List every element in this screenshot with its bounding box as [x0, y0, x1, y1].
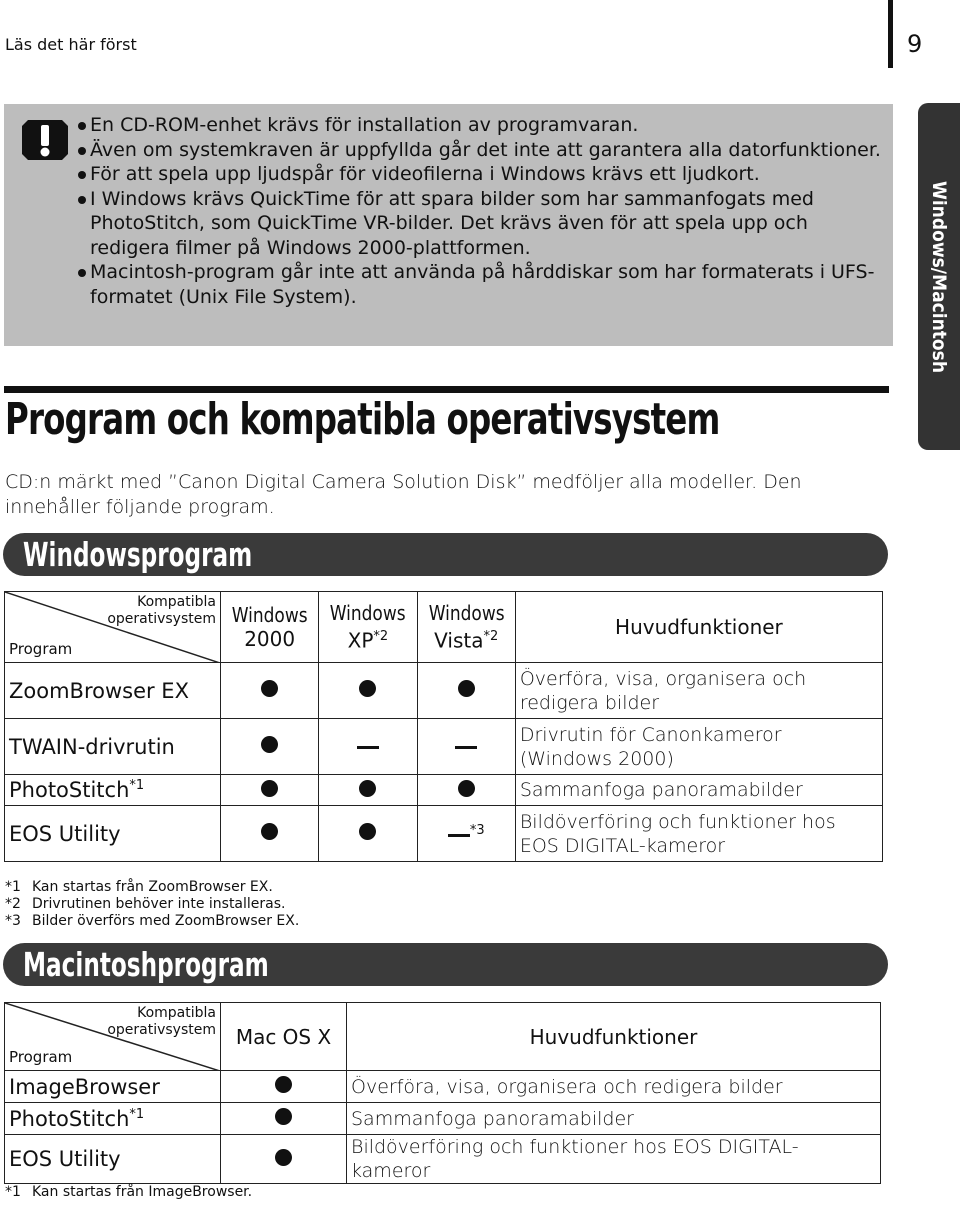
windows-section-title: Windowsprogram [23, 535, 253, 574]
function-desc: Överföra, visa, organisera och redigera bilder [347, 1071, 881, 1103]
footnote-ref: *1 [129, 1106, 145, 1122]
supported-dot-icon [275, 1149, 292, 1166]
program-label: TWAIN-drivrutin [9, 734, 175, 759]
supported-dot-icon [261, 680, 278, 697]
support-cell [221, 806, 319, 862]
supported-dot-icon [458, 680, 475, 697]
supported-dot-icon [275, 1076, 292, 1093]
windows-footnotes [5, 879, 299, 930]
side-tab-label: Windows/Macintosh [928, 180, 950, 373]
os-version: XP [347, 628, 374, 653]
program-name [5, 1071, 221, 1103]
support-cell [417, 719, 515, 775]
support-cell [221, 1071, 347, 1103]
function-desc: Drivrutin för Canonkameror (Windows 2000) [515, 719, 882, 775]
mac-program-table [4, 1002, 881, 1184]
footnote-key: *1 [5, 879, 21, 895]
support-cell [221, 663, 319, 719]
not-required-dash-icon [357, 746, 379, 749]
os-name: Windows [329, 601, 406, 626]
os-version: Vista [434, 628, 484, 653]
mac-section-header [3, 943, 888, 986]
caution-box [4, 104, 893, 346]
caution-item: En CD-ROM-enhet krävs för installation av programvaran. [78, 113, 888, 138]
footnote-ref: *3 [469, 822, 485, 838]
windows-program-table [4, 591, 883, 862]
caution-list [78, 113, 888, 309]
functions-header: Huvudfunktioner [515, 592, 882, 663]
os-header-winvista [417, 592, 515, 663]
diag-label-program: Program [9, 640, 73, 658]
supported-dot-icon [261, 823, 278, 840]
diag-label-os [107, 594, 216, 628]
heading-rule [4, 386, 889, 393]
program-label: PhotoStitch [9, 1106, 130, 1131]
supported-dot-icon [359, 823, 376, 840]
function-desc: Sammanfoga panoramabilder [515, 775, 882, 806]
footnote [5, 913, 299, 930]
footnote-key: *1 [5, 1184, 21, 1200]
os-name: Windows [428, 601, 505, 626]
supported-dot-icon [458, 780, 475, 797]
header-rule [888, 0, 893, 68]
diag-label-line: operativsystem [107, 1022, 216, 1038]
support-cell [417, 806, 515, 862]
program-name [5, 806, 221, 862]
footnote-text: Kan startas från ImageBrowser. [32, 1184, 253, 1200]
table-row [5, 1103, 881, 1135]
os-name: Windows [231, 603, 308, 627]
running-header: Läs det här först [5, 35, 137, 54]
caution-item: För att spela upp ljudspår för videofilerna i Windows krävs ett ljudkort. [78, 162, 888, 187]
program-label: PhotoStitch [9, 778, 130, 802]
support-cell [221, 775, 319, 806]
footnote [5, 896, 299, 913]
support-cell [319, 719, 417, 775]
os-version: 2000 [244, 627, 296, 651]
table-row [5, 1135, 881, 1184]
intro-paragraph: CD:n märkt med ”Canon Digital Camera Solution Disk” medföljer alla modeller. Den innehåller följande program. [5, 471, 802, 518]
footnote-key: *3 [5, 913, 21, 929]
diag-label-line: operativsystem [107, 611, 216, 627]
program-name [5, 775, 221, 806]
footnote-ref: *2 [373, 629, 389, 645]
footnote-text: Drivrutinen behöver inte installeras. [32, 896, 286, 912]
program-label: EOS Utility [9, 1147, 121, 1171]
diagonal-header-cell [5, 592, 221, 663]
diag-label-os [107, 1005, 216, 1039]
diagonal-header-cell [5, 1003, 221, 1071]
footnote-text: Bilder överförs med ZoomBrowser EX. [32, 913, 300, 929]
os-header-win2000 [221, 592, 319, 663]
support-cell [319, 775, 417, 806]
windows-section-header [3, 533, 888, 576]
diag-label-line: Kompatibla [137, 1005, 216, 1021]
program-name [5, 719, 221, 775]
program-label: EOS Utility [9, 821, 121, 846]
program-name [5, 663, 221, 719]
page-title: Program och kompatibla operativsystem [5, 394, 720, 445]
os-header-macosx: Mac OS X [221, 1003, 347, 1071]
supported-dot-icon [359, 680, 376, 697]
support-cell [417, 663, 515, 719]
not-required-dash-icon [448, 834, 470, 837]
footnote [5, 879, 299, 896]
support-cell [221, 719, 319, 775]
caution-item: Även om systemkraven är uppfyllda går det inte att garantera alla datorfunktioner. [78, 138, 888, 163]
table-header-row [5, 1003, 881, 1071]
support-cell [417, 775, 515, 806]
os-header-winxp [319, 592, 417, 663]
table-row [5, 775, 883, 806]
supported-dot-icon [261, 736, 278, 753]
diag-label-line: Kompatibla [137, 594, 216, 610]
diag-label-program: Program [9, 1048, 73, 1066]
function-desc: Sammanfoga panoramabilder [347, 1103, 881, 1135]
program-name [5, 1103, 221, 1135]
program-label: ImageBrowser [9, 1074, 160, 1099]
program-name [5, 1135, 221, 1184]
support-cell [319, 806, 417, 862]
caution-item: Macintosh-program går inte att använda på hårddiskar som har formaterats i UFS-formatet (Unix File System). [78, 260, 888, 309]
table-header-row [5, 592, 883, 663]
function-desc: Överföra, visa, organisera och redigera bilder [515, 663, 882, 719]
supported-dot-icon [275, 1108, 292, 1125]
side-tab [918, 103, 960, 450]
table-row [5, 806, 883, 862]
program-label: ZoomBrowser EX [9, 678, 189, 703]
support-cell [221, 1103, 347, 1135]
footnote-ref: *2 [483, 629, 499, 645]
table-row [5, 719, 883, 775]
supported-dot-icon [261, 780, 278, 797]
not-required-dash-icon [455, 746, 477, 749]
footnote-ref: *1 [129, 778, 145, 793]
page-number: 9 [907, 30, 923, 58]
mac-section-title: Macintoshprogram [23, 945, 269, 984]
footnote-key: *2 [5, 896, 21, 912]
table-row [5, 663, 883, 719]
functions-header: Huvudfunktioner [347, 1003, 881, 1071]
table-row [5, 1071, 881, 1103]
supported-dot-icon [359, 780, 376, 797]
support-cell [319, 663, 417, 719]
caution-exclamation-icon [20, 118, 70, 162]
footnote-text: Kan startas från ZoomBrowser EX. [32, 879, 273, 895]
support-cell [221, 1135, 347, 1184]
function-desc: Bildöverföring och funktioner hos EOS DIGITAL-kameror [515, 806, 882, 862]
function-desc: Bildöverföring och funktioner hos EOS DIGITAL-kameror [347, 1135, 881, 1184]
mac-footnote [5, 1184, 252, 1201]
caution-item: I Windows krävs QuickTime för att spara bilder som har sammanfogats med PhotoStitch, som QuickTime VR-bilder. Det krävs även för att spela upp och redigera filmer på Windows 2000-plattformen. [78, 187, 888, 261]
